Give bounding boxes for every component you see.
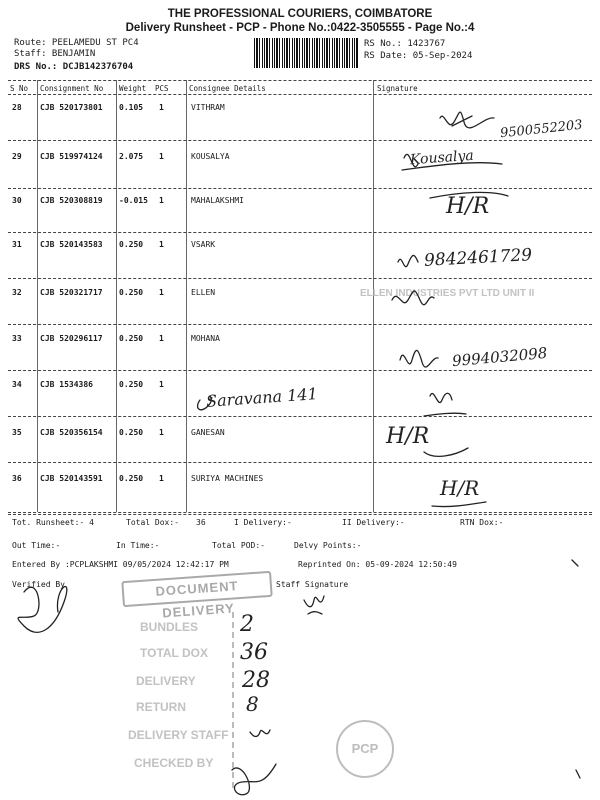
rs-number: RS No.: 1423767 [364, 39, 446, 49]
entered-by: Entered By :PCPLAKSHMI 09/05/2024 12:42:17 PM [12, 560, 229, 569]
row-consignee: ELLEN [191, 288, 216, 297]
col-header-weight: Weight [119, 84, 147, 93]
totals-rule [8, 514, 592, 515]
row-pcs: 1 [159, 240, 164, 249]
row-sno: 35 [12, 428, 22, 437]
company-title: THE PROFESSIONAL COURIERS, COIMBATORE [167, 8, 433, 20]
stamp-field: BUNDLES [140, 620, 199, 634]
total-dox-label: Total Dox:- [126, 518, 179, 527]
staff-signature: Staff Signature [276, 580, 349, 589]
stamp-field: TOTAL DOX [140, 646, 209, 660]
col-header-consignment: Consignment No [40, 84, 104, 93]
col-header-pcs: PCS [155, 84, 169, 93]
row-sno: 32 [12, 288, 22, 297]
col-header-sno: S No [10, 84, 29, 93]
rs-date: RS Date: 05-Sep-2024 [364, 51, 473, 61]
row-consignee: MAHALAKSHMI [191, 196, 244, 205]
row-consignee: MOHANA [191, 334, 220, 343]
reprinted-on: Reprinted On: 05-09-2024 12:50:49 [298, 560, 457, 569]
row-sno: 33 [12, 334, 22, 343]
row-consignment: CJB 520321717 [40, 288, 103, 297]
row-weight: 2.075 [119, 152, 144, 161]
col-header-signature: Signature [377, 84, 418, 93]
row-consignee: GANESAN [191, 428, 225, 437]
stamp-field: CHECKED BY [134, 756, 214, 770]
rtn-dox: RTN Dox:- [460, 518, 504, 527]
row-pcs: 1 [159, 288, 164, 297]
row-consignment: CJB 520356154 [40, 428, 103, 437]
row-pcs: 1 [159, 474, 164, 483]
stamp-divider [232, 612, 234, 788]
tally-total-dox: 36 [240, 640, 268, 665]
row-pcs: 1 [159, 334, 164, 343]
row-sno: 34 [12, 380, 22, 389]
out-time: Out Time:- [12, 541, 61, 550]
document-delivery-stamp: DOCUMENT DELIVERY [121, 571, 272, 607]
row-pcs: 1 [159, 196, 164, 205]
row-sno: 31 [12, 240, 22, 249]
row-consignee: KOUSALYA [191, 152, 230, 161]
row-consignee: SURIYA MACHINES [191, 474, 264, 483]
row-weight: 0.250 [119, 428, 144, 437]
row-weight: -0.015 [119, 196, 148, 205]
row-pcs: 1 [159, 428, 164, 437]
row-sno: 36 [12, 474, 22, 483]
col-header-consignee: Consignee Details [189, 84, 266, 93]
runsheet-subtitle: Delivery Runsheet - PCP - Phone No.:0422-3505555 - Page No.:4 [125, 22, 475, 34]
row-weight: 0.250 [119, 334, 144, 343]
pcp-logo-stamp: PCP [336, 720, 394, 778]
row-sno: 30 [12, 196, 22, 205]
total-dox-value: 36 [196, 518, 206, 527]
stamp-field: DELIVERY STAFF [128, 728, 229, 742]
row-consignment: CJB 1534386 [40, 380, 93, 389]
row-consignment: CJB 520143591 [40, 474, 103, 483]
stamp-field: RETURN [136, 700, 186, 714]
row-consignment: CJB 519974124 [40, 152, 103, 161]
row-signature-hr: H/R [446, 194, 490, 219]
row-signature-hr: H/R [386, 424, 430, 449]
row-signature-phone: 9500552203 [499, 117, 584, 142]
i-delivery: I Delivery:- [234, 518, 292, 527]
row-weight: 0.250 [119, 240, 144, 249]
row-consignment: CJB 520173801 [40, 103, 103, 112]
company-stamp-faded: ELLEN INDUSTRIES PVT LTD UNIT II [360, 288, 535, 299]
row-sno: 29 [12, 152, 22, 161]
row-consignment: CJB 520308819 [40, 196, 103, 205]
total-pod: Total POD:- [212, 541, 265, 550]
row-signature-phone: 9842461729 [423, 245, 533, 271]
row-handwritten-note: Saravana 141 [205, 384, 319, 411]
ii-delivery: II Delivery:- [342, 518, 405, 527]
row-consignment: CJB 520143583 [40, 240, 103, 249]
verified-by: Verified By [12, 580, 65, 589]
row-signature-hr: H/R [440, 476, 480, 500]
row-weight: 0.250 [119, 380, 144, 389]
drs-number: DRS No.: DCJB142376704 [14, 62, 134, 72]
row-consignment: CJB 520296117 [40, 334, 103, 343]
row-weight: 0.250 [119, 474, 144, 483]
tally-return: 8 [246, 692, 259, 716]
staff-label: Staff: BENJAMIN [14, 49, 96, 59]
row-sno: 28 [12, 103, 22, 112]
row-signature-phone: 9994032098 [451, 343, 549, 371]
row-weight: 0.250 [119, 288, 144, 297]
tally-bundles: 2 [240, 612, 254, 637]
row-pcs: 1 [159, 380, 164, 389]
row-consignee: VSARK [191, 240, 216, 249]
tally-delivery: 28 [242, 668, 270, 693]
row-pcs: 1 [159, 152, 164, 161]
tot-runsheet: Tot. Runsheet:- 4 [12, 518, 94, 527]
row-pcs: 1 [159, 103, 164, 112]
row-consignee: VITHRAM [191, 103, 225, 112]
in-time: In Time:- [116, 541, 160, 550]
stamp-field: DELIVERY [136, 674, 196, 688]
route-label: Route: PEELAMEDU ST PC4 [14, 38, 139, 48]
row-signature: Kousalya [409, 147, 475, 169]
row-weight: 0.105 [119, 103, 144, 112]
delvy-points: Delvy Points:- [294, 541, 362, 550]
